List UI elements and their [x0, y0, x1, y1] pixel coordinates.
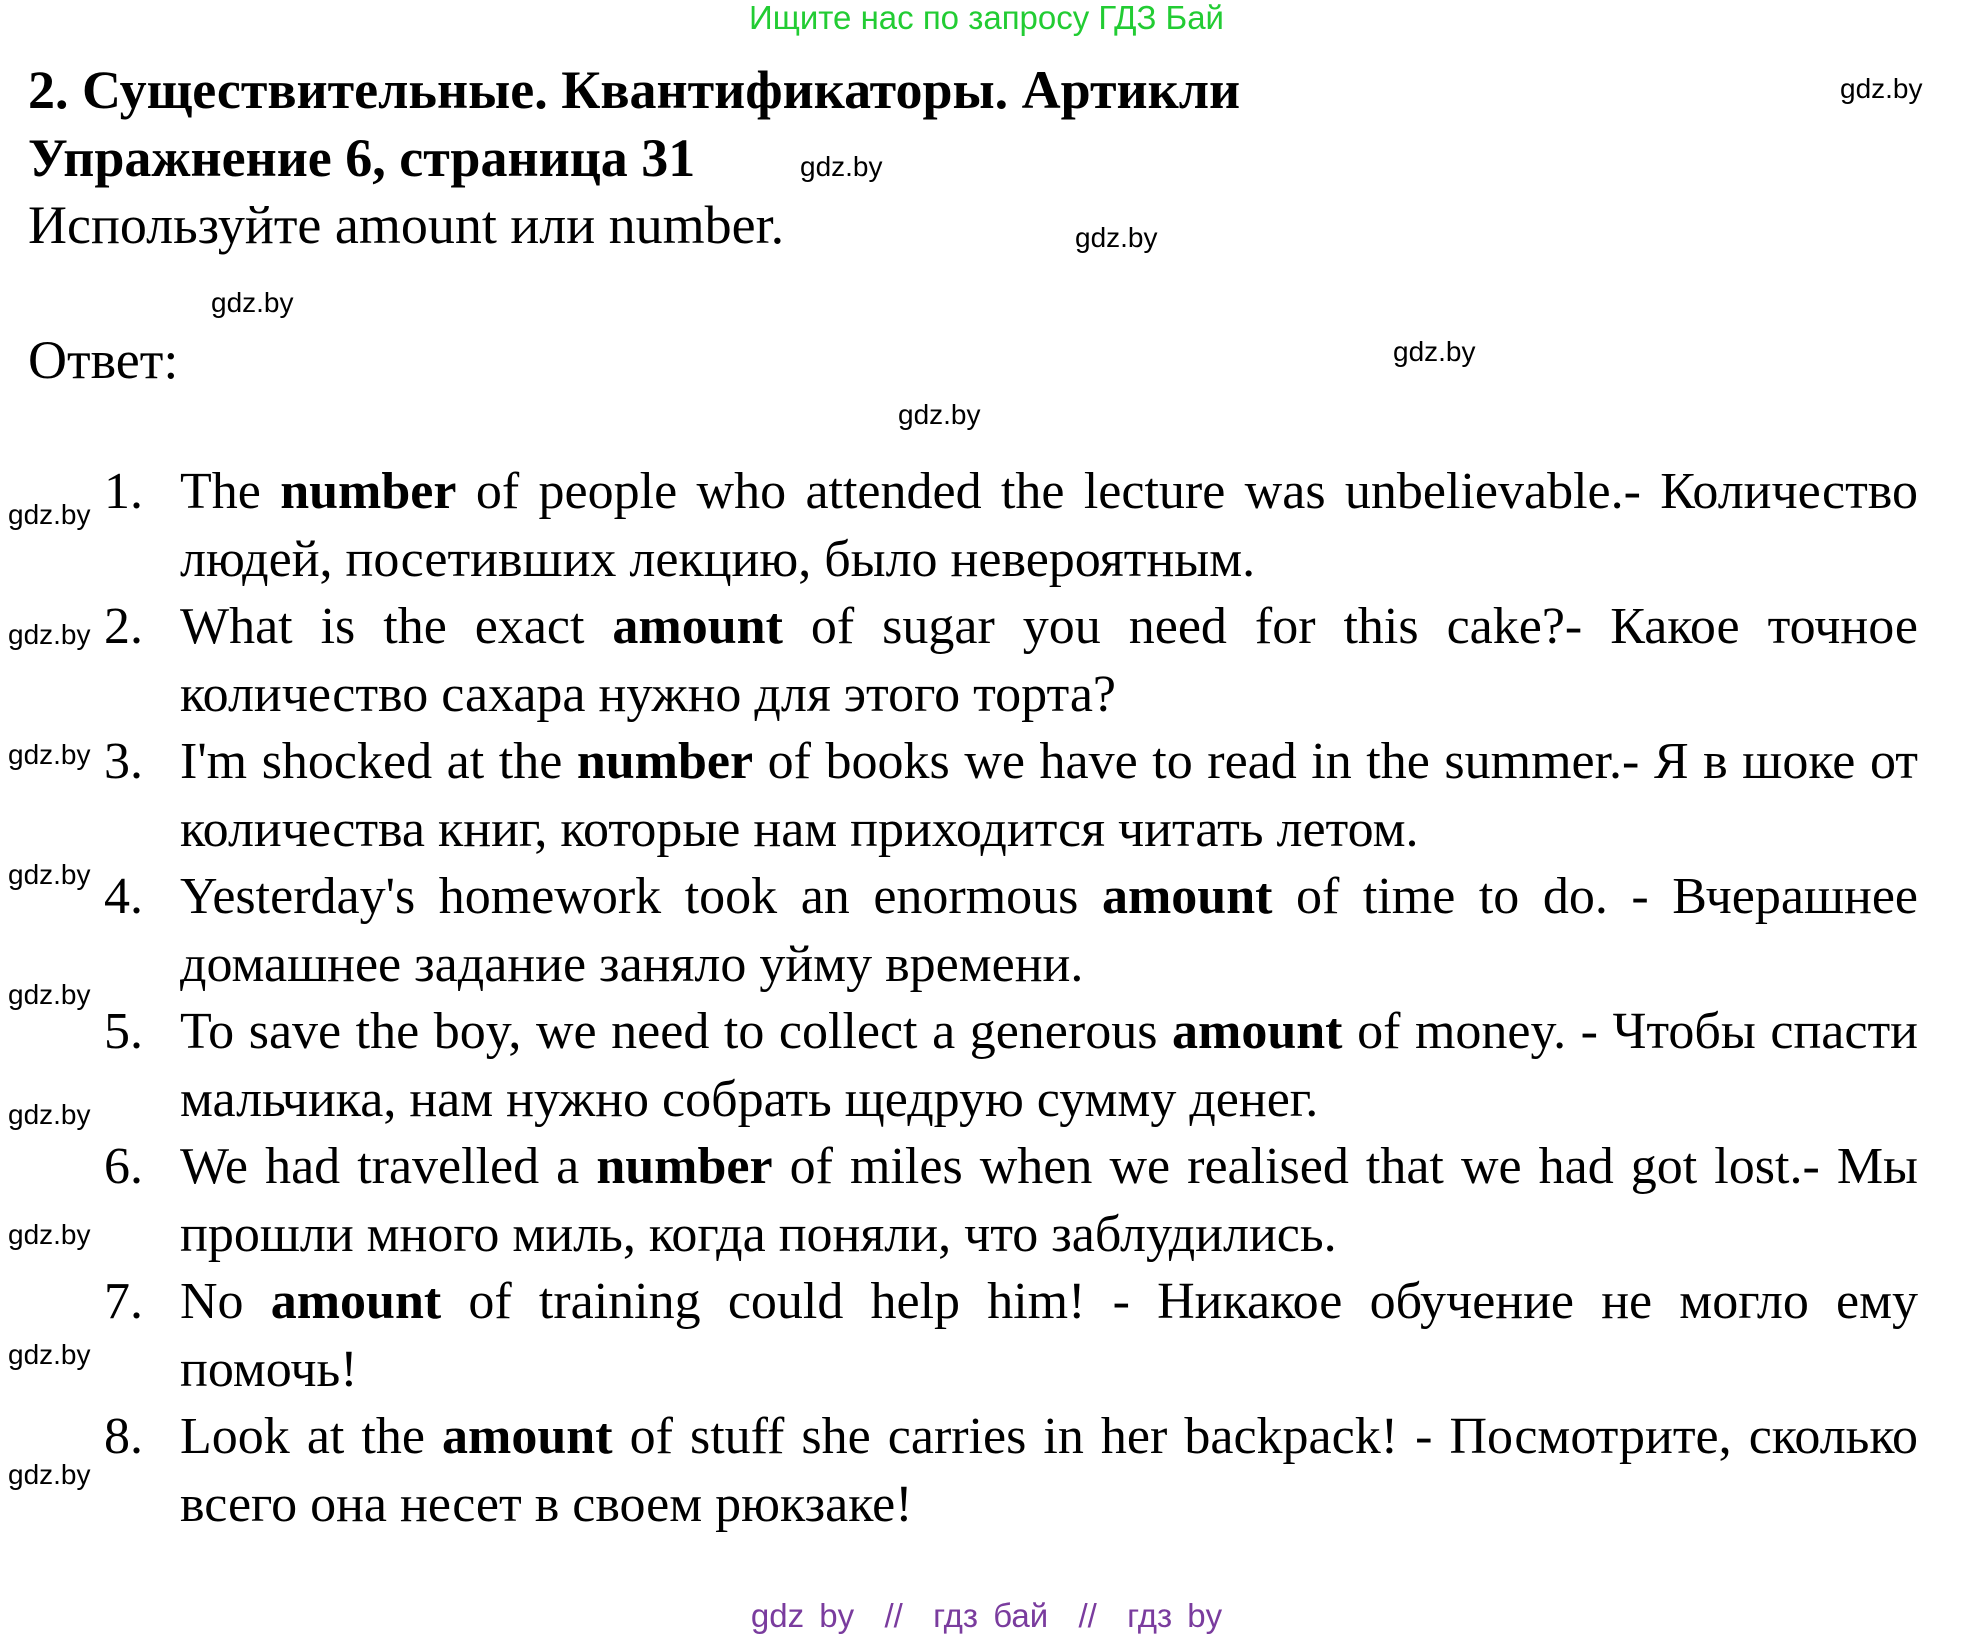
item-number: 8.	[104, 1408, 143, 1465]
watermark: gdz.by	[8, 1219, 91, 1250]
item-text: Look at the	[180, 1408, 443, 1465]
item-answer: amount	[442, 1408, 613, 1465]
item-text: To save the boy, we need to collect a generous	[180, 1003, 1173, 1060]
item-answer: number	[596, 1138, 773, 1195]
item-text: We had travelled a	[180, 1138, 597, 1195]
item-number: 2.	[104, 598, 143, 655]
footer-links: gdz by // гдз бай // гдз by	[750, 1597, 1223, 1634]
exercise-title: Упражнение 6, страница 31	[28, 128, 696, 188]
item-answer: amount	[1101, 868, 1273, 925]
watermark: gdz.by	[8, 739, 91, 770]
item-text: of people who attended the lecture was unbelievable.- Количество людей, посетивших лекцию, было невероятным.	[180, 463, 1918, 588]
item-text: What is the exact	[180, 598, 613, 655]
item-text: of sugar you need for this cake?- Какое точное количество сахара нужно для этого торта?	[180, 598, 1918, 723]
search-banner: Ищите нас по запросу ГДЗ Бай	[749, 0, 1224, 36]
item-text: of books we have to read in the summer.- Я в шоке от количества книг, которые нам приходится читать летом.	[180, 733, 1918, 858]
watermark: gdz.by	[211, 287, 294, 318]
watermark: gdz.by	[8, 1339, 91, 1370]
answer-label: Ответ:	[28, 330, 179, 390]
item-number: 3.	[104, 733, 143, 790]
watermark: gdz.by	[1075, 222, 1158, 253]
watermark: gdz.by	[8, 499, 91, 530]
item-answer: amount	[1172, 1003, 1343, 1060]
item-answer: amount	[270, 1273, 442, 1330]
item-text: The	[180, 463, 281, 520]
watermark: gdz.by	[8, 1099, 91, 1130]
item-text: I'm shocked at the	[180, 733, 577, 790]
item-text: Yesterday's homework took an enormous	[180, 868, 1102, 925]
item-answer: number	[576, 733, 754, 790]
item-text: of training could help him! - Никакое обучение не могло ему помочь!	[180, 1273, 1918, 1398]
answer-list	[0, 458, 1918, 1538]
list-item	[0, 1133, 1918, 1268]
item-answer: amount	[612, 598, 783, 655]
item-number: 6.	[104, 1138, 143, 1195]
item-text: No	[180, 1273, 271, 1330]
answer-section	[0, 458, 1973, 1634]
watermark: gdz.by	[8, 859, 91, 890]
item-number: 4.	[104, 868, 143, 925]
list-item	[0, 458, 1918, 593]
list-item	[0, 593, 1918, 728]
watermark: gdz.by	[8, 979, 91, 1010]
item-number: 7.	[104, 1273, 143, 1330]
item-answer: number	[280, 463, 457, 520]
watermark: gdz.by	[8, 1459, 91, 1490]
item-number: 1.	[104, 463, 143, 520]
watermark: gdz.by	[8, 619, 91, 650]
watermark: gdz.by	[898, 399, 981, 430]
item-text: of time to do. - Вчерашнее домашнее задание заняло уйму времени.	[180, 868, 1919, 993]
item-text: of miles when we realised that we had got lost.- Мы прошли много миль, когда поняли, что заблудились.	[180, 1138, 1918, 1263]
item-text: of stuff she carries in her backpack! - Посмотрите, сколько всего она несет в своем рюкзаке!	[180, 1408, 1918, 1533]
watermark: gdz.by	[1840, 73, 1923, 104]
item-number: 5.	[104, 1003, 143, 1060]
section-title: 2. Существительные. Квантификаторы. Артикли	[28, 60, 1241, 120]
list-item	[0, 1268, 1918, 1403]
list-item	[0, 728, 1918, 863]
instruction: Используйте amount или number.	[28, 195, 785, 255]
watermark: gdz.by	[1393, 336, 1476, 367]
item-text: of money. - Чтобы спасти мальчика, нам нужно собрать щедрую сумму денег.	[180, 1003, 1918, 1128]
list-item	[0, 1403, 1918, 1538]
list-item	[0, 863, 1918, 998]
list-item	[0, 998, 1918, 1133]
watermark: gdz.by	[800, 151, 883, 182]
